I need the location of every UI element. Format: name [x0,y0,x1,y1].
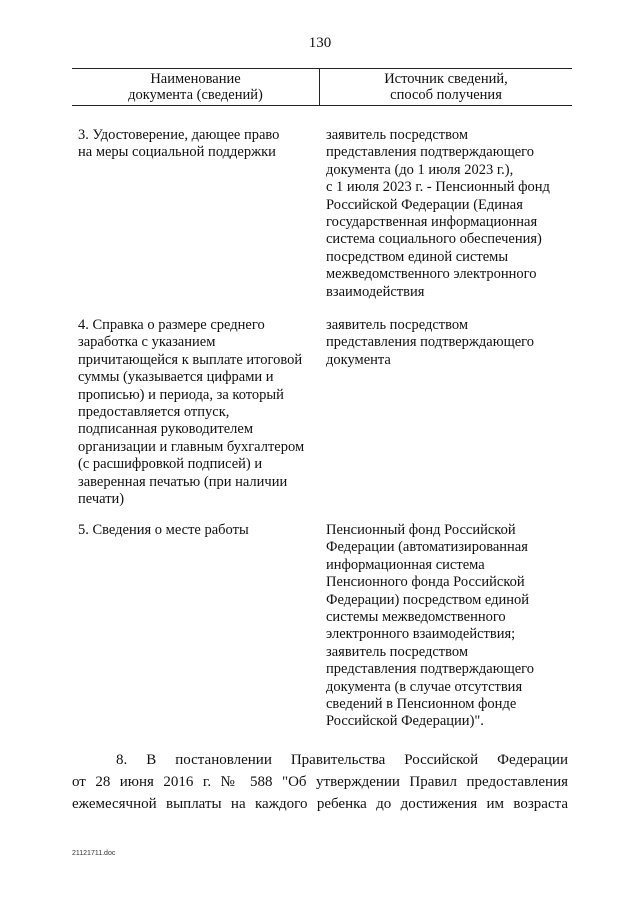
row-5-source: Пенсионный фонд Российской Федерации (автоматизированная информационная система Пенсионного фонда Российской Федерации) посредством единой системы межведомственного электронного взаимодействия; заявитель посредством представления подтверждающего документа (в случае отсутствия сведений в Пенсионном фонде Российской Федерации)". [326,522,535,730]
row-4-source: заявитель посредством представления подтверждающего документа [326,317,535,368]
table-header-rule [72,105,572,106]
row-4-document: 4. Справка о размере среднего заработка с указанием причитающейся к выплате итоговой суммы (указывается цифрами и прописью) и периода, за который предоставляется отпуск, подписанная руководителем организации и главным бухгалтером (с расшифровкой подписей) и заверенная печатью (при наличии печати) [78,317,305,508]
body-paragraph [72,749,568,815]
page-number: 130 [308,35,332,51]
file-name-footer: 21121711.doc [72,850,116,857]
paragraph-line-2: от 28 июня 2016 г. № 588 "Об утверждении Правил предоставления [72,774,568,790]
row-5-document: 5. Сведения о месте работы [78,522,249,538]
row-3-source: заявитель посредством представления подтверждающего документа (до 1 июля 2023 г.), с 1 июля 2023 г. - Пенсионный фонд Российской Федерации (Единая государственная информационная система социального обеспечения) посредством единой системы межведомственного электронного взаимодействия [326,127,550,300]
table-header [72,68,572,106]
column-header-source: Источник сведений, способ получения [384,71,508,103]
table-top-rule [72,68,572,69]
column-header-document: Наименование документа (сведений) [128,71,263,103]
paragraph-line-1: 8. В постановлении Правительства Российской Федерации [116,752,568,768]
row-3-document: 3. Удостоверение, дающее право на меры социальной поддержки [78,127,280,161]
paragraph-line-3: ежемесячной выплаты на каждого ребенка до достижения им возраста [72,796,568,812]
